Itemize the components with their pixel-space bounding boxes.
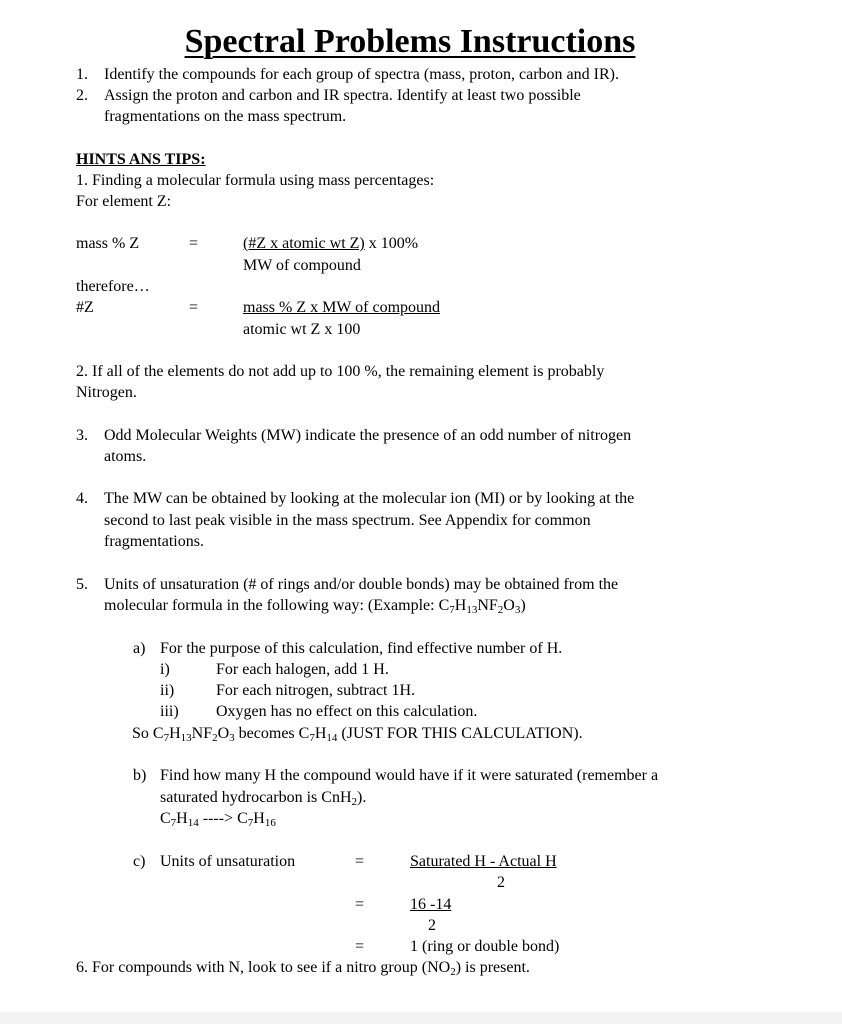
part-b-suffix: ). (357, 789, 367, 806)
instruction-text: Assign the proton and carbon and IR spectra. Identify at least two possible (104, 87, 581, 104)
hint-number: 5. (76, 576, 88, 593)
example-formula: $C_7H_{13}NF_2O_3$ (152, 725, 235, 744)
hint-5-text: Units of unsaturation (# of rings and/or double bonds) may be obtained from the (104, 576, 619, 593)
formula-numerator: 16 -14 (410, 896, 452, 913)
hint-5-prefix: molecular formula in the following way: (Example: (104, 597, 439, 614)
formula-denominator: atomic wt Z x 100 (243, 321, 361, 338)
effective-formula: $C_7H_{14}$ (298, 725, 338, 744)
summary-prefix: So (132, 725, 153, 742)
hint-6-suffix: ) is present. (455, 959, 530, 976)
part-c-text: Units of unsaturation (160, 853, 296, 870)
instruction-number: 2. (76, 87, 88, 104)
equals-sign: = (355, 896, 365, 913)
formula-numerator: Saturated H - Actual H (410, 853, 557, 870)
formula-conversion (160, 808, 276, 829)
formula-denominator: 2 (428, 917, 436, 934)
hint-3-text: Odd Molecular Weights (MW) indicate the presence of an odd number of nitrogen (104, 427, 632, 444)
arrow: ----> (198, 810, 238, 827)
page-bottom-strip (0, 1012, 842, 1024)
summary-suffix: (JUST FOR THIS CALCULATION). (337, 725, 583, 742)
equals-sign: = (355, 853, 365, 870)
formula-lhs: mass % Z (76, 235, 140, 252)
result-text: 1 (ring or double bond) (410, 938, 560, 955)
instruction-text: fragmentations on the mass spectrum. (104, 108, 347, 125)
general-formula: CnH$_2$ (321, 789, 358, 808)
instruction-number: 1. (76, 66, 88, 83)
sub-item-text: Oxygen has no effect on this calculation. (216, 703, 478, 720)
formula-numerator: mass % Z x MW of compound (243, 299, 441, 316)
roman-numeral: iii) (160, 703, 179, 720)
sub-item-text: For each nitrogen, subtract 1H. (216, 682, 416, 699)
roman-numeral: ii) (160, 682, 175, 699)
example-formula: $C_7H_{13}NF_2O_3$ (438, 597, 521, 616)
part-b-text (160, 787, 366, 808)
part-b-text: Find how many H the compound would have if it were saturated (remember a (160, 767, 659, 784)
hint-2-text: 2. If all of the elements do not add up to 100 %, the remaining element is probably (76, 363, 605, 380)
hint-5-suffix: ) (520, 597, 526, 614)
numerator-multiplier: x 100% (364, 235, 419, 252)
hint-2-text: Nitrogen. (76, 384, 137, 401)
part-b-prefix: saturated hydrocarbon is (160, 789, 322, 806)
roman-numeral: i) (160, 661, 170, 678)
formula-numerator (243, 233, 418, 254)
equals-sign: = (189, 299, 199, 316)
numerator-underlined: (#Z x atomic wt Z) (243, 235, 365, 252)
equals-sign: = (189, 235, 199, 252)
hint-number: 4. (76, 490, 88, 507)
formula-denominator: 2 (497, 874, 505, 891)
part-label: b) (133, 767, 147, 784)
hint-number: 3. (76, 427, 88, 444)
hint-6-prefix: 6. For compounds with N, look to see if a nitro group ( (76, 959, 428, 976)
hint-3-text: atoms. (104, 448, 147, 465)
saturated-formula: $C_7H_{16}$ (237, 810, 276, 829)
therefore-text: therefore… (76, 278, 150, 295)
hint-4-text: second to last peak visible in the mass spectrum. See Appendix for common (104, 512, 591, 529)
effective-formula: $C_7H_{14}$ (160, 810, 199, 829)
equals-sign: = (355, 938, 365, 955)
hint-1-subtext: For element Z: (76, 193, 172, 210)
formula-lhs: #Z (76, 299, 94, 316)
hint-6-text (76, 957, 530, 978)
instruction-text: Identify the compounds for each group of spectra (mass, proton, carbon and IR). (104, 66, 619, 83)
part-a-summary (132, 723, 583, 744)
part-a-text: For the purpose of this calculation, find effective number of H. (160, 640, 563, 657)
hint-1-text: 1. Finding a molecular formula using mass percentages: (76, 172, 435, 189)
hint-5-text (104, 595, 526, 616)
hint-4-text: fragmentations. (104, 533, 204, 550)
part-label: c) (133, 853, 146, 870)
hints-heading: HINTS ANS TIPS: (76, 151, 206, 168)
formula-denominator: MW of compound (243, 257, 361, 274)
page-title: Spectral Problems Instructions (184, 23, 636, 60)
nitro-formula: $NO_2$ (427, 959, 456, 978)
part-label: a) (133, 640, 146, 657)
summary-middle: becomes (234, 725, 299, 742)
sub-item-text: For each halogen, add 1 H. (216, 661, 389, 678)
hint-4-text: The MW can be obtained by looking at the molecular ion (MI) or by looking at the (104, 490, 635, 507)
